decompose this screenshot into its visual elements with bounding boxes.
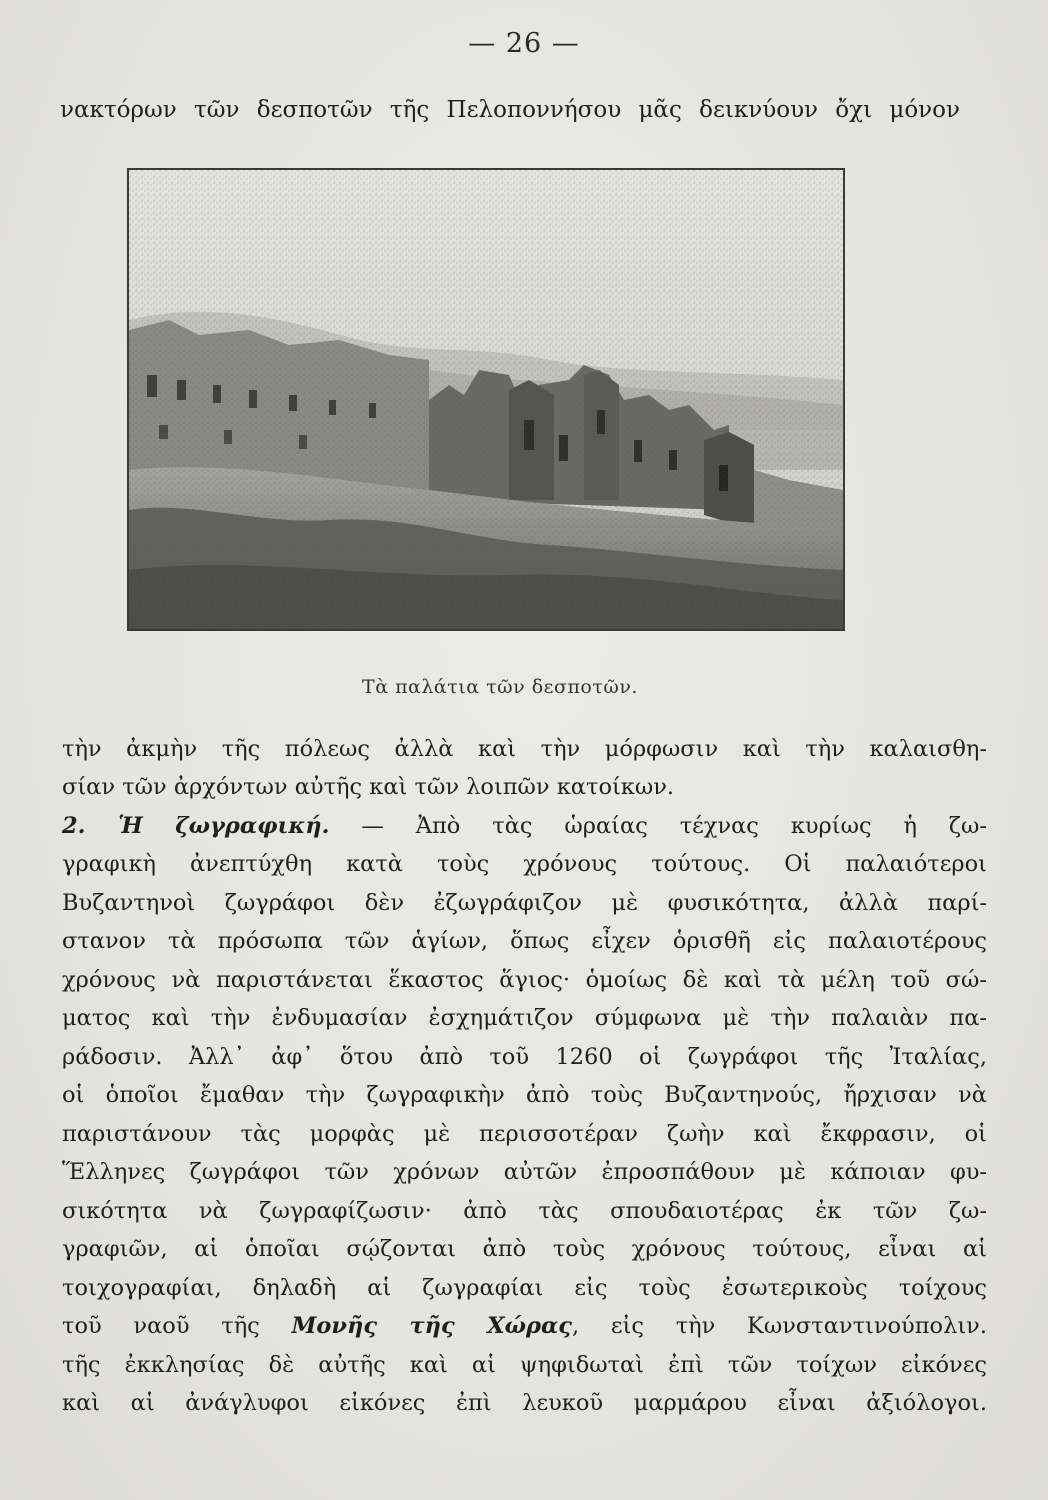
text-line: Ἕλληνες ζωγράφοι τῶν χρόνων αὐτῶν ἐπροσπάθουν μὲ κάποιαν φυ-	[62, 1159, 987, 1185]
text-line: γραφικὴ ἀνεπτύχθη κατὰ τοὺς χρόνους τούτους. Οἱ παλαιότεροι	[62, 851, 987, 877]
text-line: παριστάνουν τὰς μορφὰς μὲ περισσοτέραν ζωὴν καὶ ἔκφρασιν, οἱ	[62, 1121, 987, 1147]
text-line-top: νακτόρων τῶν δεσποτῶν τῆς Πελοποννήσου μᾶς δεικνύουν ὄχι μόνον	[60, 97, 960, 123]
figure-caption: Τὰ παλάτια τῶν δεσποτῶν.	[362, 676, 638, 698]
text-line: στανον τὰ πρόσωπα τῶν ἁγίων, ὅπως εἶχεν ὁρισθῆ εἰς παλαιοτέρους	[62, 928, 987, 954]
page-number: — 26 —	[468, 28, 580, 59]
text-line: Βυζαντηνοὶ ζωγράφοι δὲν ἐζωγράφιζον μὲ φυσικότητα, ἀλλὰ παρί-	[62, 890, 987, 916]
ruins-photograph	[127, 168, 845, 631]
text-line: ματος καὶ τὴν ἐνδυμασίαν ἐσχημάτιζον σύμφωνα μὲ τὴν παλαιὰν πα-	[62, 1005, 987, 1031]
text-line: τοιχογραφίαι, δηλαδὴ αἱ ζωγραφίαι εἰς τοὺς ἐσωτερικοὺς τοίχους	[62, 1275, 987, 1301]
monastery-name: Μονῆς τῆς Χώρας	[291, 1313, 572, 1339]
section-heading-line	[62, 809, 987, 843]
text-span: , εἰς τὴν Κωνσταντινούπολιν.	[572, 1313, 987, 1339]
text-line: χρόνους νὰ παριστάνεται ἕκαστος ἅγιος· ὁμοίως δὲ καὶ τὰ μέλη τοῦ σώ-	[62, 967, 987, 993]
text-line: τῆς ἐκκλησίας δὲ αὐτῆς καὶ αἱ ψηφιδωταὶ ἐπὶ τῶν τοίχων εἰκόνες	[62, 1352, 987, 1378]
text-span: τοῦ ναοῦ τῆς	[62, 1313, 292, 1339]
text-line: σικότητα νὰ ζωγραφίζωσιν· ἀπὸ τὰς σπουδαιοτέρας ἐκ τῶν ζω-	[62, 1198, 987, 1224]
text-line: τὴν ἀκμὴν τῆς πόλεως ἀλλὰ καὶ τὴν μόρφωσιν καὶ τὴν καλαισθη-	[62, 736, 987, 762]
text-line: οἱ ὁποῖοι ἔμαθαν τὴν ζωγραφικὴν ἀπὸ τοὺς Βυζαντηνούς, ἤρχισαν νὰ	[62, 1082, 987, 1108]
text-line: ράδοσιν. Ἀλλ᾽ ἀφ᾽ ὅτου ἀπὸ τοῦ 1260 οἱ ζωγράφοι τῆς Ἰταλίας,	[62, 1044, 987, 1070]
text-line	[62, 1309, 987, 1343]
text-line: καὶ αἱ ἀνάγλυφοι εἰκόνες ἐπὶ λευκοῦ μαρμάρου εἶναι ἀξιόλογοι.	[62, 1390, 987, 1416]
text-line: σίαν τῶν ἀρχόντων αὐτῆς καὶ τῶν λοιπῶν κατοίκων.	[62, 774, 675, 800]
text-span: — Ἀπὸ τὰς ὡραίας τέχνας κυρίως ἡ ζω-	[329, 813, 987, 839]
text-line: γραφιῶν, αἱ ὁποῖαι σῴζονται ἀπὸ τοὺς χρόνους τούτους, εἶναι αἱ	[62, 1236, 987, 1262]
section-heading: 2. Ἡ ζωγραφική.	[62, 813, 330, 839]
